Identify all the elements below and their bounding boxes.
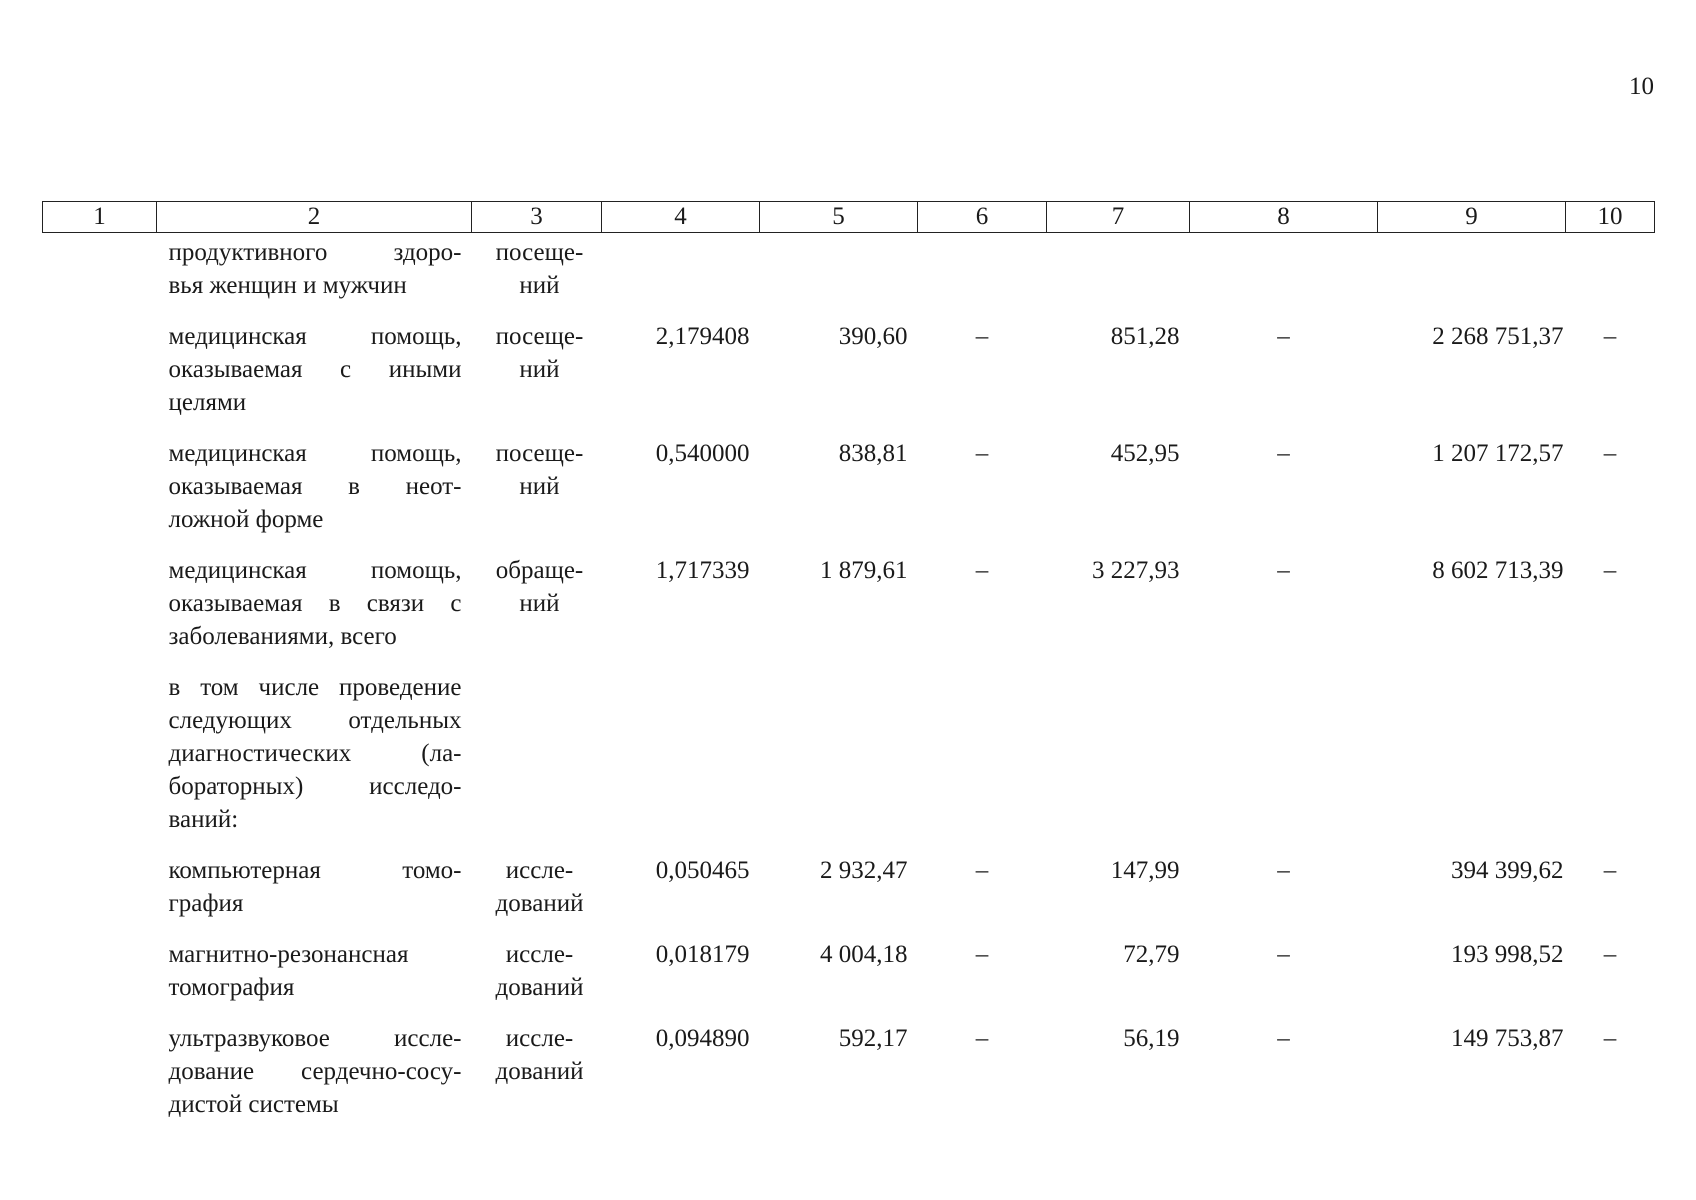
indicator-name-line: в том числе проведение: [168, 674, 462, 701]
cell-col-10: –: [1603, 857, 1617, 884]
column-header: 1: [43, 202, 157, 233]
cell-col-4: [602, 671, 760, 854]
unit-line: дований: [495, 1058, 584, 1085]
cell-col-7: [1047, 233, 1190, 321]
cell-unit: [472, 1022, 602, 1139]
column-header: 8: [1190, 202, 1378, 233]
indicator-name-line: следующих отдельных: [168, 707, 462, 734]
cell-col-5: 2 932,47: [820, 857, 908, 884]
column-header: 7: [1047, 202, 1190, 233]
indicator-name-line: оказываемая в неот-: [168, 473, 462, 500]
cell-col-9: 8 602 713,39: [1432, 557, 1564, 584]
cell-col-6: [918, 233, 1047, 321]
cell-col-7: 452,95: [1110, 440, 1180, 467]
table-row: [43, 320, 1655, 437]
table-row: [43, 854, 1655, 938]
unit-line: ний: [519, 272, 560, 299]
cell-col-7: [1047, 671, 1190, 854]
page-number: 10: [1629, 73, 1654, 100]
indicator-name-line: томография: [168, 974, 295, 1001]
cell-col-6: –: [975, 1025, 989, 1052]
cell-col-9: 193 998,52: [1451, 941, 1564, 968]
cell-col-1: [43, 1022, 157, 1139]
cell-col-7: 3 227,93: [1092, 557, 1180, 584]
cell-col-5: 592,17: [838, 1025, 908, 1052]
indicator-name-line: диагностических (ла-: [168, 740, 462, 767]
column-number-header: [43, 202, 1655, 233]
cell-col-8: –: [1277, 323, 1290, 350]
cell-col-5: [760, 671, 918, 854]
indicator-name-line: вья женщин и мужчин: [168, 272, 407, 299]
table-row: [43, 554, 1655, 671]
cell-col-8: –: [1277, 857, 1290, 884]
unit-line: иссле-: [505, 857, 574, 884]
cell-col-10: –: [1603, 557, 1617, 584]
cell-unit: [472, 320, 602, 437]
unit-line: посеще-: [495, 440, 584, 467]
cell-col-1: [43, 437, 157, 554]
cell-col-1: [43, 938, 157, 1022]
cell-col-6: –: [975, 941, 989, 968]
cell-col-9: [1378, 671, 1566, 854]
cell-col-9: 394 399,62: [1451, 857, 1564, 884]
unit-line: дований: [495, 974, 584, 1001]
cell-col-1: [43, 671, 157, 854]
unit-line: посеще-: [495, 239, 584, 266]
unit-line: посеще-: [495, 323, 584, 350]
cell-col-6: –: [975, 557, 989, 584]
cell-col-5: 4 004,18: [820, 941, 908, 968]
indicator-name-line: целями: [168, 389, 247, 416]
cell-indicator-name: [157, 233, 472, 321]
indicator-name-line: дистой системы: [168, 1091, 339, 1118]
unit-line: дований: [495, 890, 584, 917]
cell-indicator-name: [157, 938, 472, 1022]
cell-col-8: [1190, 233, 1378, 321]
cell-col-7: 147,99: [1110, 857, 1180, 884]
column-header: 10: [1566, 202, 1655, 233]
cell-col-10: –: [1603, 1025, 1617, 1052]
cell-col-4: 2,179408: [655, 323, 750, 350]
indicator-name-line: графия: [168, 890, 244, 917]
cell-indicator-name: [157, 320, 472, 437]
column-header: 5: [760, 202, 918, 233]
cell-indicator-name: [157, 671, 472, 854]
column-header: 3: [472, 202, 602, 233]
table-row: [43, 671, 1655, 854]
unit-line: ний: [519, 356, 560, 383]
indicator-name-line: магнитно-резонансная: [168, 941, 409, 968]
cell-col-4: 0,018179: [655, 941, 750, 968]
cell-col-8: –: [1277, 1025, 1290, 1052]
cell-col-4: 0,094890: [655, 1025, 750, 1052]
unit-line: обраще-: [495, 557, 584, 584]
cell-col-7: 72,79: [1123, 941, 1180, 968]
cell-col-10: –: [1603, 323, 1617, 350]
cell-col-4: 1,717339: [655, 557, 750, 584]
cell-col-5: 390,60: [838, 323, 908, 350]
cell-col-6: –: [975, 323, 989, 350]
table-row: [43, 437, 1655, 554]
cell-indicator-name: [157, 854, 472, 938]
table-row: [43, 938, 1655, 1022]
cell-col-10: –: [1603, 440, 1617, 467]
indicator-name-line: ультразвуковое иссле-: [168, 1025, 462, 1052]
unit-line: иссле-: [505, 1025, 574, 1052]
cell-col-1: [43, 233, 157, 321]
indicator-name-line: медицинская помощь,: [168, 557, 462, 584]
unit-line: ний: [519, 473, 560, 500]
cell-col-1: [43, 320, 157, 437]
table-row: [43, 1022, 1655, 1139]
data-table: [42, 201, 1655, 1139]
column-header: 2: [157, 202, 472, 233]
indicator-name-line: заболеваниями, всего: [168, 623, 397, 650]
cell-unit: [472, 554, 602, 671]
indicator-name-line: оказываемая в связи с: [168, 590, 462, 617]
cell-unit: [472, 437, 602, 554]
cell-unit: [472, 671, 602, 854]
indicator-name-line: ваний:: [168, 806, 239, 833]
unit-line: ний: [519, 590, 560, 617]
cell-col-10: [1566, 671, 1655, 854]
column-header: 9: [1378, 202, 1566, 233]
cell-col-9: [1378, 233, 1566, 321]
cell-col-8: –: [1277, 941, 1290, 968]
cell-col-4: [602, 233, 760, 321]
indicator-name-line: оказываемая с иными: [168, 356, 462, 383]
cell-col-6: –: [975, 440, 989, 467]
cell-col-10: –: [1603, 941, 1617, 968]
cell-col-8: [1190, 671, 1378, 854]
cell-col-5: 838,81: [838, 440, 908, 467]
cell-col-8: –: [1277, 440, 1290, 467]
cell-indicator-name: [157, 554, 472, 671]
cell-unit: [472, 938, 602, 1022]
cell-col-7: 851,28: [1110, 323, 1180, 350]
cell-indicator-name: [157, 1022, 472, 1139]
cell-col-9: 1 207 172,57: [1432, 440, 1564, 467]
indicator-name-line: ложной форме: [168, 506, 324, 533]
indicator-name-line: медицинская помощь,: [168, 440, 462, 467]
indicator-name-line: дование сердечно-сосу-: [168, 1058, 462, 1085]
cell-col-5: 1 879,61: [820, 557, 908, 584]
cell-unit: [472, 854, 602, 938]
table-body: [43, 233, 1655, 1140]
indicator-name-line: продуктивного здоро-: [168, 239, 462, 266]
cell-unit: [472, 233, 602, 321]
cell-col-1: [43, 554, 157, 671]
cell-col-8: –: [1277, 557, 1290, 584]
column-header: 4: [602, 202, 760, 233]
indicator-name-line: медицинская помощь,: [168, 323, 462, 350]
cell-col-7: 56,19: [1123, 1025, 1180, 1052]
cell-col-9: 149 753,87: [1451, 1025, 1564, 1052]
cell-col-6: –: [975, 857, 989, 884]
column-header: 6: [918, 202, 1047, 233]
indicator-name-line: бораторных) исследо-: [168, 773, 462, 800]
cell-col-10: [1566, 233, 1655, 321]
indicator-name-line: компьютерная томо-: [168, 857, 462, 884]
cell-indicator-name: [157, 437, 472, 554]
cell-col-4: 0,050465: [655, 857, 750, 884]
cell-col-6: [918, 671, 1047, 854]
cell-col-4: 0,540000: [655, 440, 750, 467]
table-row: [43, 233, 1655, 321]
unit-line: иссле-: [505, 941, 574, 968]
cell-col-5: [760, 233, 918, 321]
cell-col-1: [43, 854, 157, 938]
cell-col-9: 2 268 751,37: [1432, 323, 1564, 350]
